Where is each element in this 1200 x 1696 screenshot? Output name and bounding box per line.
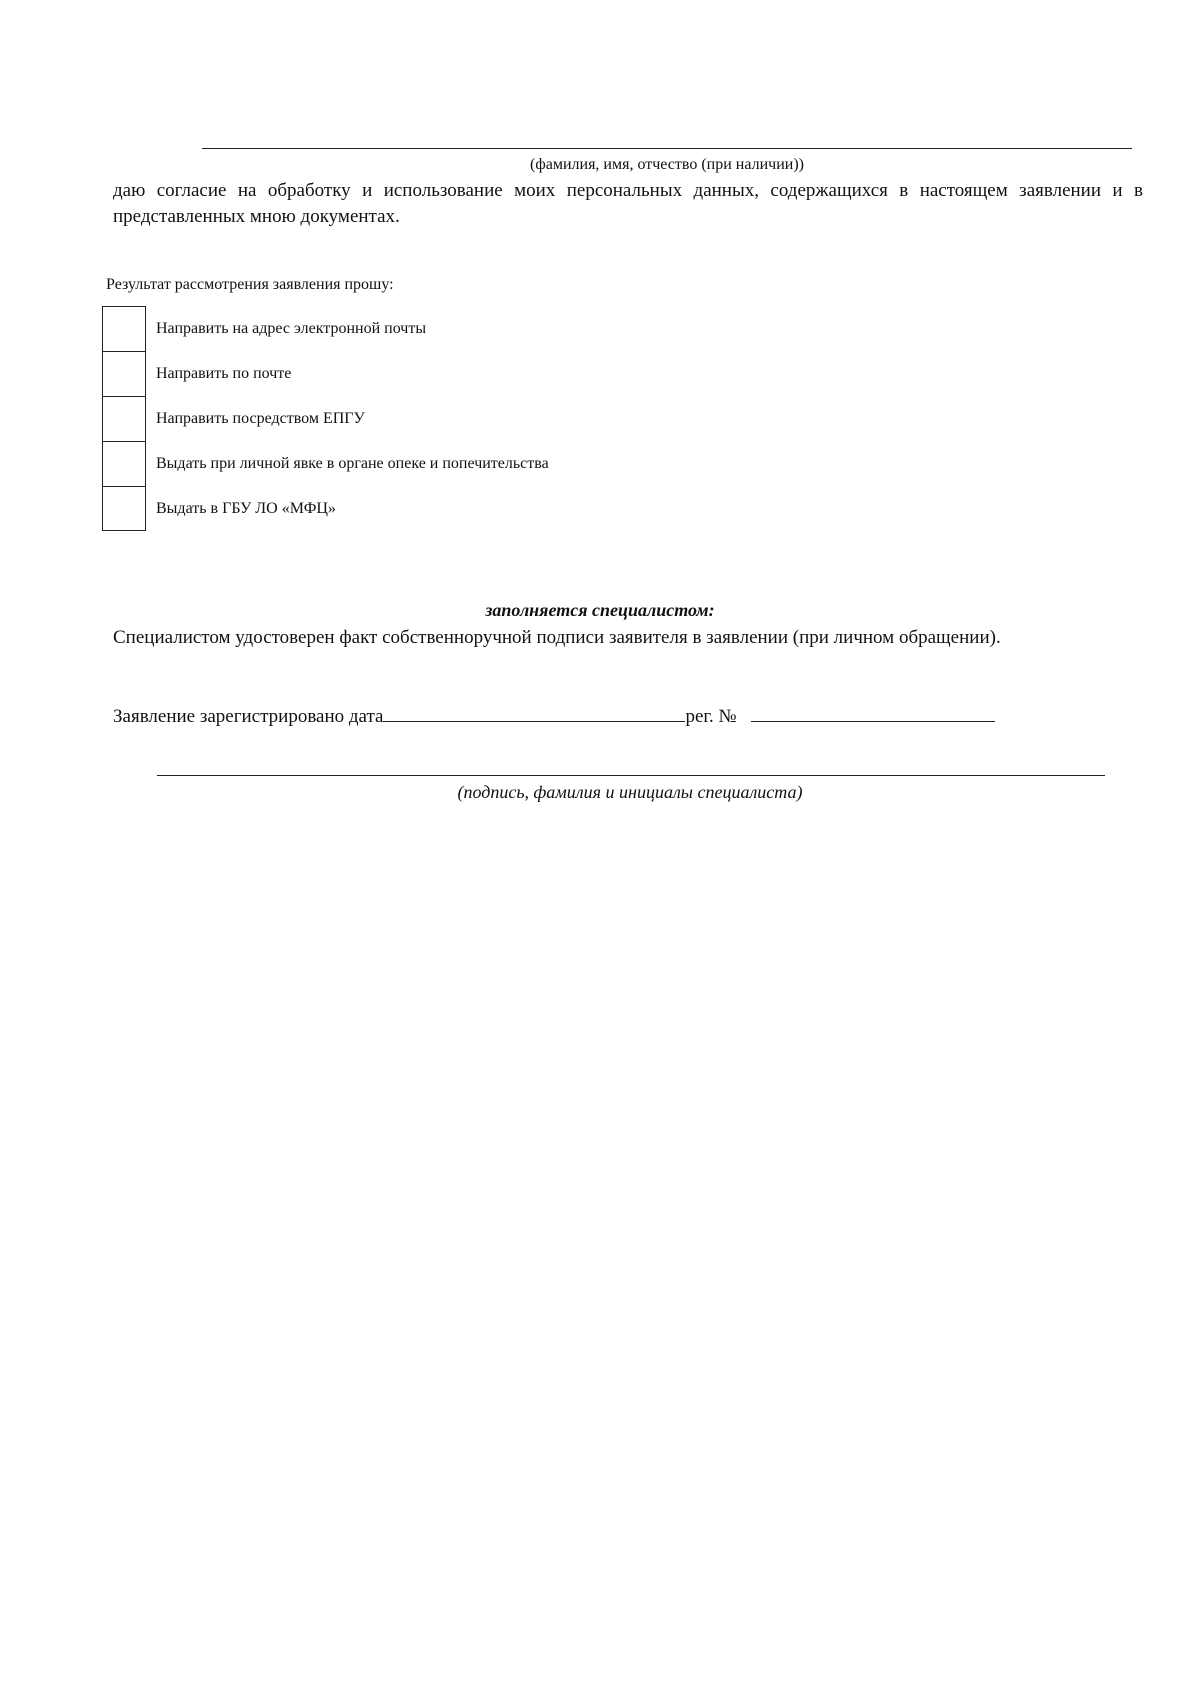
result-section-heading: Результат рассмотрения заявления прошу: bbox=[106, 276, 394, 293]
result-option-mfc[interactable] bbox=[102, 486, 549, 531]
email-checkbox[interactable] bbox=[102, 306, 146, 351]
result-option-epgu[interactable] bbox=[102, 396, 549, 441]
result-option-label: Направить по почте bbox=[156, 364, 292, 382]
specialist-section-heading: заполняется специалистом: bbox=[485, 600, 715, 620]
registered-date-label: Заявление зарегистрировано дата bbox=[113, 706, 384, 727]
result-option-post[interactable] bbox=[102, 351, 549, 396]
result-option-label: Выдать в ГБУ ЛО «МФЦ» bbox=[156, 499, 336, 517]
mfc-checkbox[interactable] bbox=[102, 486, 146, 531]
registration-line bbox=[113, 703, 995, 728]
result-options-list bbox=[102, 306, 549, 531]
consent-paragraph: даю согласие на обработку и использование моих персональных данных, содержащихся в настоящем заявлении и в представленных мною документах. bbox=[113, 180, 1143, 227]
reg-number-label: рег. № bbox=[685, 706, 737, 727]
applicant-name-caption: (фамилия, имя, отчество (при наличии)) bbox=[530, 156, 804, 173]
registration-date-field[interactable] bbox=[383, 703, 685, 722]
specialist-verification-paragraph: Специалистом удостоверен факт собственноручной подписи заявителя в заявлении (при личном обращении). bbox=[113, 627, 1001, 648]
result-option-label: Направить посредством ЕПГУ bbox=[156, 409, 365, 427]
applicant-name-line bbox=[202, 148, 1132, 149]
specialist-signature-line bbox=[157, 775, 1105, 776]
result-option-label: Выдать при личной явке в органе опеке и попечительства bbox=[156, 454, 549, 472]
reg-number-field[interactable] bbox=[751, 703, 995, 722]
result-option-in-person[interactable] bbox=[102, 441, 549, 486]
post-checkbox[interactable] bbox=[102, 351, 146, 396]
result-option-email[interactable] bbox=[102, 306, 549, 351]
epgu-checkbox[interactable] bbox=[102, 396, 146, 441]
in-person-checkbox[interactable] bbox=[102, 441, 146, 486]
result-option-label: Направить на адрес электронной почты bbox=[156, 319, 427, 337]
specialist-signature-caption: (подпись, фамилия и инициалы специалиста) bbox=[457, 782, 803, 802]
